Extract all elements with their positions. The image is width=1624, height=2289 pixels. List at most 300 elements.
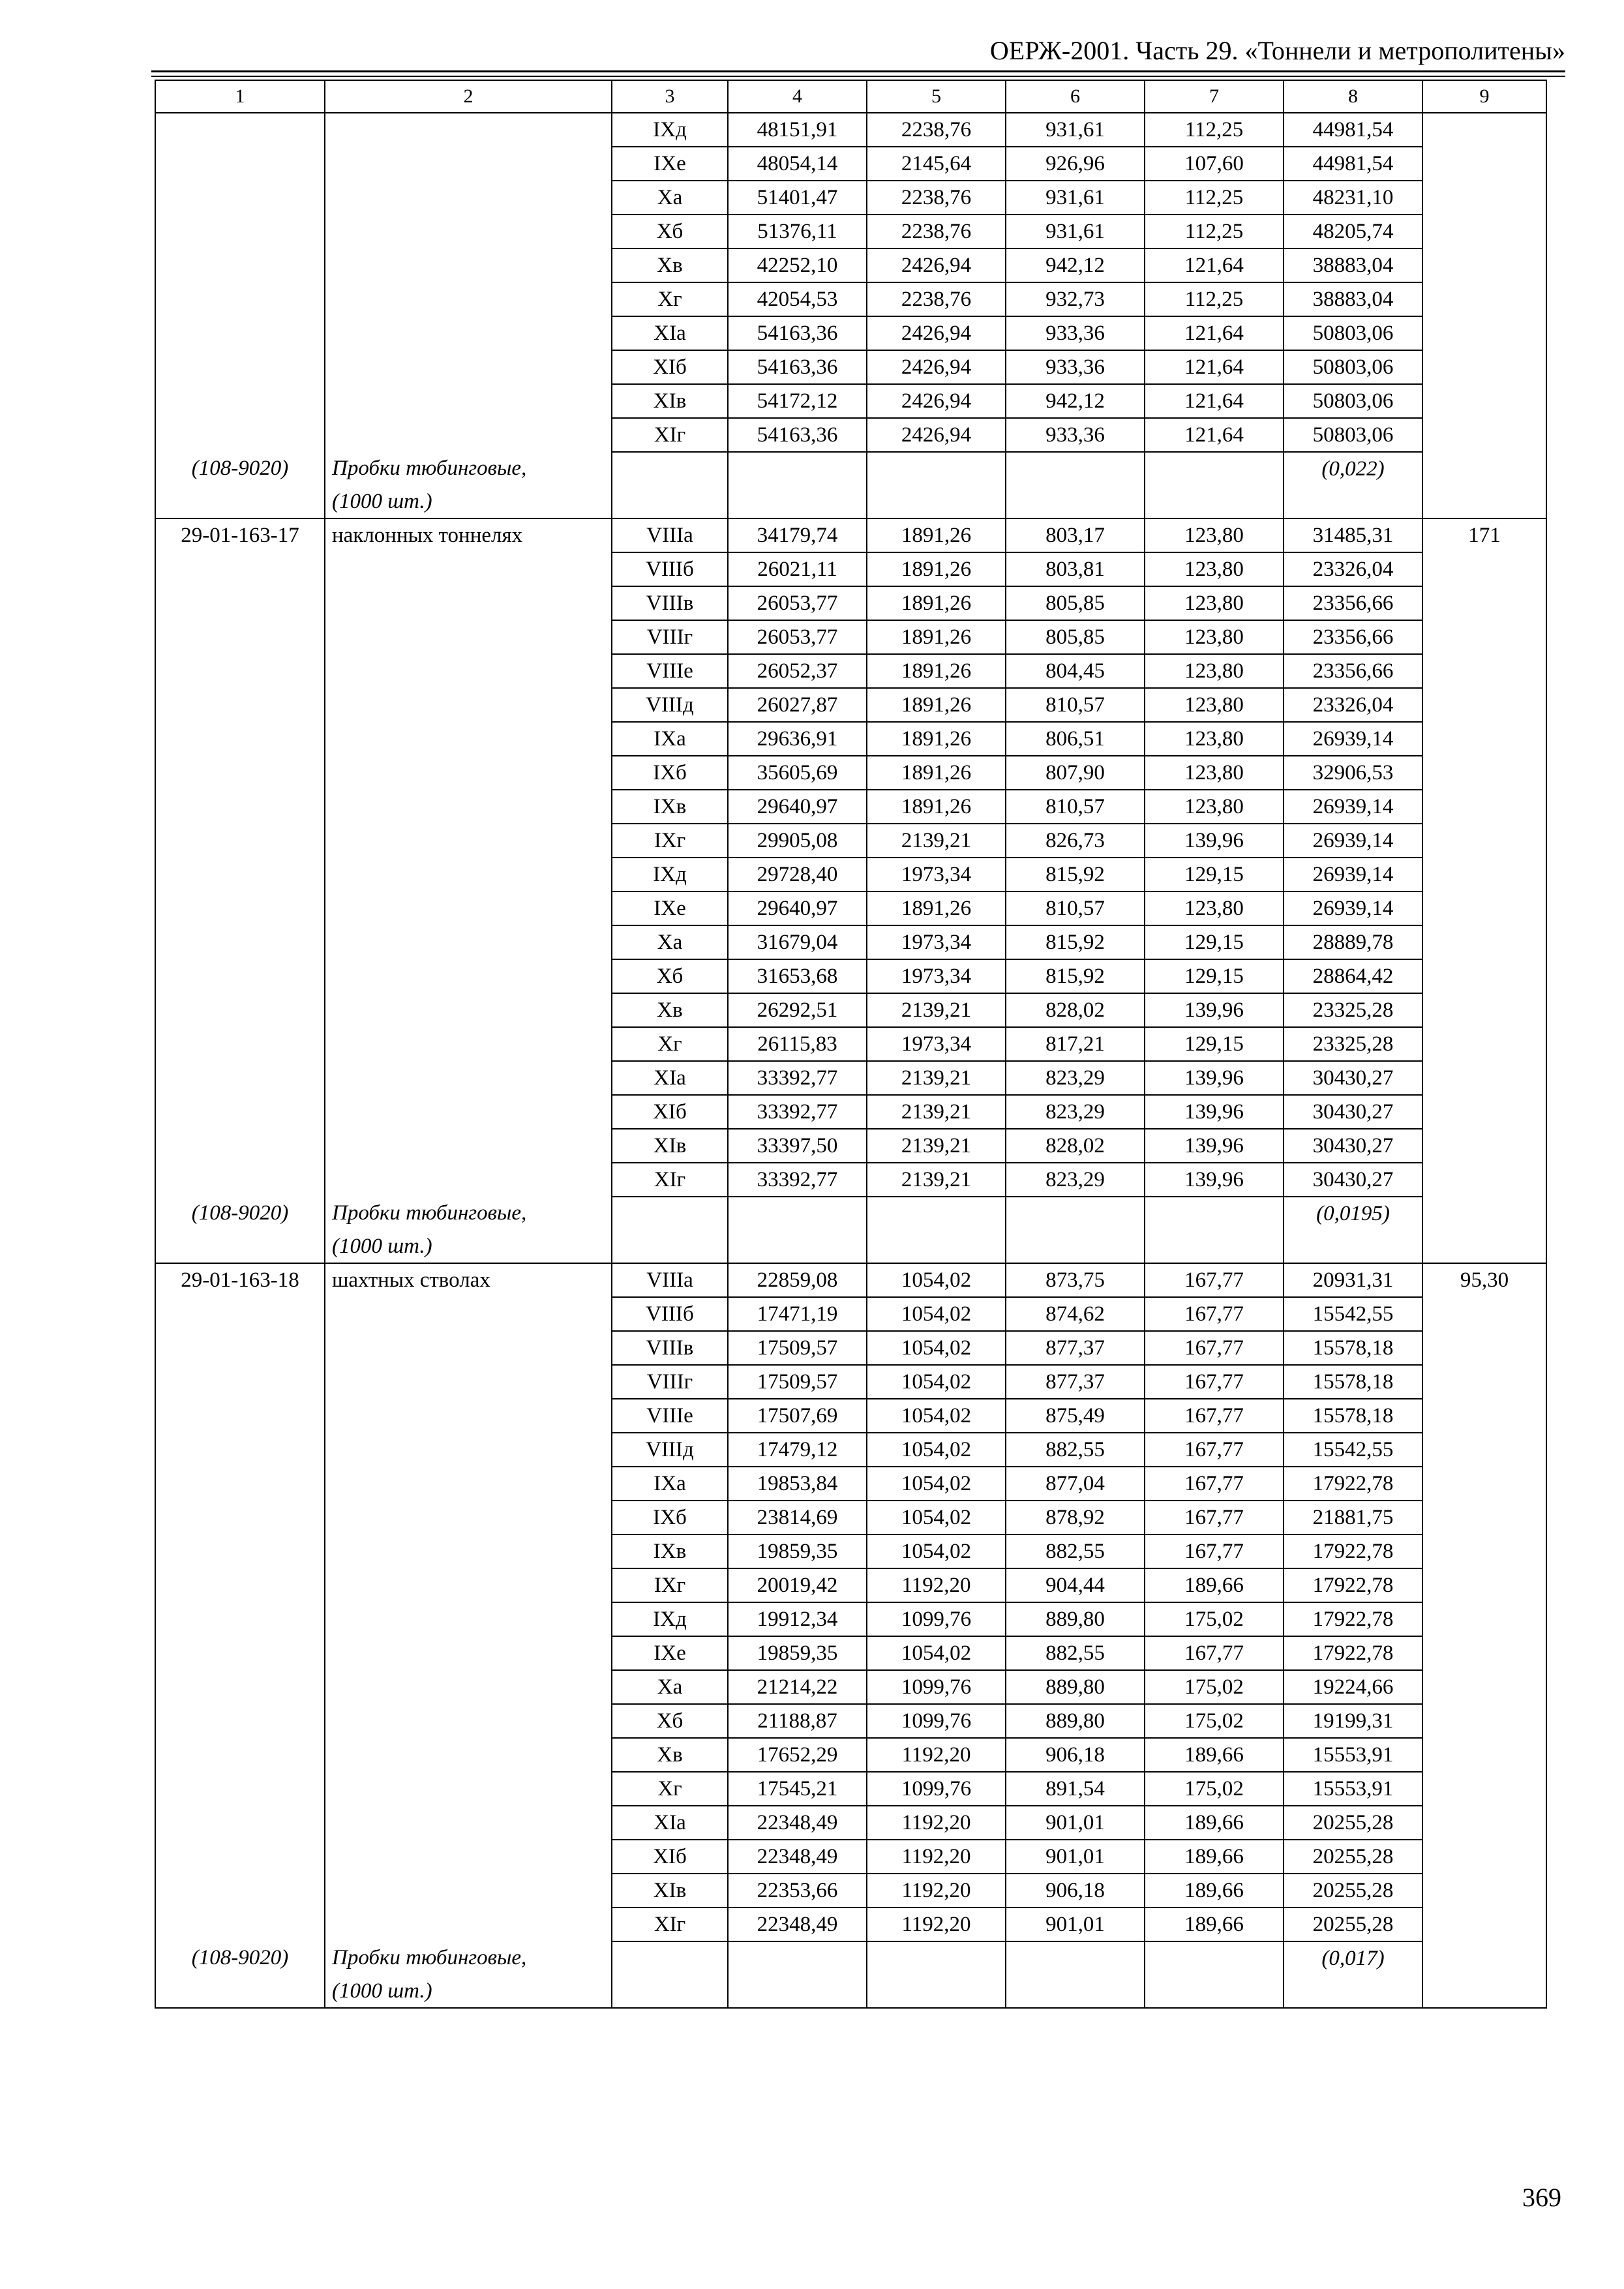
rate-value: 1891,26 (867, 790, 1006, 824)
empty-cell (155, 1840, 325, 1874)
rate-value: 20931,31 (1284, 1263, 1422, 1297)
ground-category: IXб (612, 756, 728, 790)
empty-cell (1422, 1433, 1546, 1467)
empty-cell (1422, 1027, 1546, 1061)
rate-value: 48054,14 (728, 147, 867, 181)
rate-value: 123,80 (1145, 756, 1284, 790)
rate-value: 805,85 (1006, 620, 1145, 654)
empty-cell (155, 215, 325, 248)
rate-value: 904,44 (1006, 1568, 1145, 1602)
empty-cell (1422, 113, 1546, 147)
rate-row (155, 1501, 1546, 1534)
empty-cell (1422, 1568, 1546, 1602)
empty-cell (325, 1636, 612, 1670)
empty-cell (325, 1670, 612, 1704)
rate-value: 20255,28 (1284, 1806, 1422, 1840)
rate-code: 29-01-163-17 (155, 518, 325, 552)
ground-category: VIIIд (612, 1433, 728, 1467)
ground-category: IXд (612, 858, 728, 891)
empty-cell (325, 1331, 612, 1365)
ground-category: XIв (612, 384, 728, 418)
rate-value: 38883,04 (1284, 248, 1422, 282)
rate-value: 112,25 (1145, 113, 1284, 147)
empty-cell (155, 282, 325, 316)
page-header-title: ОЕРЖ-2001. Часть 29. «Тоннели и метрополитены» (989, 36, 1565, 65)
column-number: 9 (1422, 80, 1546, 113)
empty-cell (155, 824, 325, 858)
empty-cell (325, 891, 612, 925)
empty-cell (325, 384, 612, 418)
rate-value: 2238,76 (867, 113, 1006, 147)
empty-cell (1422, 1975, 1546, 2008)
ground-category: IXб (612, 1501, 728, 1534)
empty-cell (1422, 1941, 1546, 1975)
rate-value: 1054,02 (867, 1365, 1006, 1399)
ground-category: XIг (612, 1908, 728, 1941)
rate-value: 23325,28 (1284, 993, 1422, 1027)
ground-category: Xв (612, 1738, 728, 1772)
rate-value: 807,90 (1006, 756, 1145, 790)
rate-value: 26115,83 (728, 1027, 867, 1061)
empty-cell (155, 1399, 325, 1433)
rate-value: 20019,42 (728, 1568, 867, 1602)
rate-row (155, 790, 1546, 824)
rate-value: 167,77 (1145, 1263, 1284, 1297)
rate-value: 810,57 (1006, 790, 1145, 824)
empty-cell (325, 790, 612, 824)
empty-cell (155, 384, 325, 418)
rate-value: 50803,06 (1284, 350, 1422, 384)
rate-value: 167,77 (1145, 1331, 1284, 1365)
empty-cell (155, 1602, 325, 1636)
ground-category: IXе (612, 891, 728, 925)
rate-value: 139,96 (1145, 1095, 1284, 1129)
empty-cell (155, 891, 325, 925)
rate-value: 26027,87 (728, 688, 867, 722)
empty-cell (325, 147, 612, 181)
rate-value: 1891,26 (867, 722, 1006, 756)
column-number: 2 (325, 80, 612, 113)
empty-cell (155, 147, 325, 181)
rate-value: 22353,66 (728, 1874, 867, 1908)
rate-row (155, 925, 1546, 959)
rate-value: 189,66 (1145, 1568, 1284, 1602)
rate-value: 42252,10 (728, 248, 867, 282)
empty-cell (325, 1704, 612, 1738)
rate-value: 121,64 (1145, 248, 1284, 282)
rate-value: 28864,42 (1284, 959, 1422, 993)
rate-value: 30430,27 (1284, 1095, 1422, 1129)
rate-value: 29905,08 (728, 824, 867, 858)
rate-row (155, 350, 1546, 384)
empty-cell (1422, 1095, 1546, 1129)
ground-category: IXа (612, 1467, 728, 1501)
rate-value: 926,96 (1006, 147, 1145, 181)
rate-value: 906,18 (1006, 1738, 1145, 1772)
ground-category: XIа (612, 1061, 728, 1095)
rate-value: 906,18 (1006, 1874, 1145, 1908)
rate-value: 112,25 (1145, 282, 1284, 316)
rate-value: 129,15 (1145, 925, 1284, 959)
ground-category: XIа (612, 1806, 728, 1840)
empty-cell (155, 1467, 325, 1501)
ground-category: XIв (612, 1129, 728, 1163)
ground-category: IXд (612, 113, 728, 147)
rate-value: 44981,54 (1284, 147, 1422, 181)
rate-value: 15542,55 (1284, 1297, 1422, 1331)
rate-value: 1192,20 (867, 1738, 1006, 1772)
rate-row (155, 316, 1546, 350)
empty-cell (1422, 1467, 1546, 1501)
rate-value: 167,77 (1145, 1399, 1284, 1433)
empty-cell (155, 1365, 325, 1399)
rate-value: 50803,06 (1284, 316, 1422, 350)
rate-row (155, 1806, 1546, 1840)
rate-value: 1054,02 (867, 1331, 1006, 1365)
rate-row (155, 722, 1546, 756)
resource-name: Пробки тюбинговые, (325, 1941, 612, 1975)
rate-value: 31679,04 (728, 925, 867, 959)
empty-cell (325, 1874, 612, 1908)
page-number: 369 (1522, 2183, 1561, 2212)
empty-cell (1145, 1230, 1284, 1263)
empty-cell (325, 1399, 612, 1433)
ground-category: IXд (612, 1602, 728, 1636)
rate-value: 189,66 (1145, 1738, 1284, 1772)
rate-value: 1973,34 (867, 925, 1006, 959)
rate-row (155, 891, 1546, 925)
rate-value: 26939,14 (1284, 858, 1422, 891)
column-9-value: 171 (1422, 518, 1546, 552)
empty-cell (1422, 316, 1546, 350)
rate-value: 878,92 (1006, 1501, 1145, 1534)
rate-row (155, 1704, 1546, 1738)
rate-value: 33397,50 (728, 1129, 867, 1163)
empty-cell (325, 1027, 612, 1061)
empty-cell (1422, 1197, 1546, 1230)
rate-row (155, 756, 1546, 790)
empty-cell (1422, 654, 1546, 688)
empty-cell (1422, 485, 1546, 518)
empty-cell (155, 1163, 325, 1197)
empty-cell (1422, 1908, 1546, 1941)
empty-cell (155, 1772, 325, 1806)
empty-cell (155, 1129, 325, 1163)
work-name: шахтных стволах (325, 1263, 612, 1297)
rate-value: 123,80 (1145, 654, 1284, 688)
empty-cell (325, 1163, 612, 1197)
rate-value: 1099,76 (867, 1602, 1006, 1636)
ground-category: IXв (612, 790, 728, 824)
ground-category: Xг (612, 282, 728, 316)
rate-value: 33392,77 (728, 1163, 867, 1197)
rate-row (155, 181, 1546, 215)
rate-value: 1891,26 (867, 654, 1006, 688)
empty-cell (155, 1297, 325, 1331)
empty-cell (325, 1908, 612, 1941)
rate-value: 1891,26 (867, 620, 1006, 654)
rate-value: 17507,69 (728, 1399, 867, 1433)
empty-cell (728, 1941, 867, 1975)
rate-value: 2139,21 (867, 1061, 1006, 1095)
rate-value: 804,45 (1006, 654, 1145, 688)
rate-value: 33392,77 (728, 1061, 867, 1095)
rate-value: 26939,14 (1284, 891, 1422, 925)
rate-value: 828,02 (1006, 993, 1145, 1027)
rate-value: 19224,66 (1284, 1670, 1422, 1704)
rate-value: 23325,28 (1284, 1027, 1422, 1061)
empty-cell (325, 1365, 612, 1399)
rate-value: 112,25 (1145, 215, 1284, 248)
rate-value: 23356,66 (1284, 586, 1422, 620)
rate-value: 121,64 (1145, 418, 1284, 452)
rate-value: 15578,18 (1284, 1399, 1422, 1433)
empty-cell (155, 959, 325, 993)
empty-cell (1422, 1874, 1546, 1908)
rate-row (155, 1908, 1546, 1941)
rate-value: 1054,02 (867, 1433, 1006, 1467)
rate-row (155, 1365, 1546, 1399)
rate-value: 20255,28 (1284, 1908, 1422, 1941)
rate-value: 54172,12 (728, 384, 867, 418)
rate-value: 1891,26 (867, 552, 1006, 586)
rate-value: 803,81 (1006, 552, 1145, 586)
resource-code: (108-9020) (155, 1941, 325, 1975)
rate-value: 17922,78 (1284, 1568, 1422, 1602)
rate-value: 815,92 (1006, 959, 1145, 993)
ground-category: VIIIв (612, 586, 728, 620)
rate-value: 17922,78 (1284, 1467, 1422, 1501)
rate-value: 1054,02 (867, 1501, 1006, 1534)
empty-cell (1422, 756, 1546, 790)
empty-cell (155, 1501, 325, 1534)
rate-value: 48231,10 (1284, 181, 1422, 215)
empty-cell (1422, 1840, 1546, 1874)
rate-value: 123,80 (1145, 620, 1284, 654)
rate-value: 17922,78 (1284, 1636, 1422, 1670)
rate-row (155, 215, 1546, 248)
empty-cell (1422, 891, 1546, 925)
rate-value: 823,29 (1006, 1163, 1145, 1197)
empty-cell (1422, 824, 1546, 858)
empty-cell (1422, 1501, 1546, 1534)
empty-cell (1422, 181, 1546, 215)
rate-value: 2139,21 (867, 1129, 1006, 1163)
empty-cell (1006, 1197, 1145, 1230)
rate-value: 123,80 (1145, 722, 1284, 756)
rate-value: 942,12 (1006, 248, 1145, 282)
rate-value: 19859,35 (728, 1636, 867, 1670)
rate-row (155, 1772, 1546, 1806)
empty-cell (1422, 959, 1546, 993)
rate-value: 167,77 (1145, 1365, 1284, 1399)
ground-category: VIIIг (612, 1365, 728, 1399)
empty-cell (155, 552, 325, 586)
rate-value: 2426,94 (867, 248, 1006, 282)
empty-cell (1422, 1331, 1546, 1365)
empty-cell (155, 1908, 325, 1941)
rates-table (155, 80, 1547, 2009)
ground-category: VIIIе (612, 654, 728, 688)
rate-value: 2426,94 (867, 350, 1006, 384)
empty-cell (325, 1840, 612, 1874)
rate-value: 19199,31 (1284, 1704, 1422, 1738)
empty-cell (325, 552, 612, 586)
rate-row (155, 1636, 1546, 1670)
rate-value: 167,77 (1145, 1433, 1284, 1467)
empty-cell (155, 654, 325, 688)
resource-name: Пробки тюбинговые, (325, 452, 612, 485)
ground-category: Xа (612, 1670, 728, 1704)
rate-value: 875,49 (1006, 1399, 1145, 1433)
column-number-row (155, 80, 1546, 113)
rate-value: 51401,47 (728, 181, 867, 215)
rate-value: 1192,20 (867, 1840, 1006, 1874)
ground-category: VIIIа (612, 518, 728, 552)
empty-cell (1422, 1534, 1546, 1568)
rate-value: 123,80 (1145, 891, 1284, 925)
rate-row (155, 959, 1546, 993)
rate-value: 1099,76 (867, 1670, 1006, 1704)
empty-cell (325, 620, 612, 654)
empty-cell (155, 1670, 325, 1704)
empty-cell (728, 485, 867, 518)
rate-value: 26939,14 (1284, 824, 1422, 858)
empty-cell (728, 1975, 867, 2008)
empty-cell (1422, 418, 1546, 452)
empty-cell (155, 418, 325, 452)
rate-value: 891,54 (1006, 1772, 1145, 1806)
rate-value: 123,80 (1145, 688, 1284, 722)
rate-value: 810,57 (1006, 891, 1145, 925)
rate-value: 1973,34 (867, 959, 1006, 993)
rate-value: 931,61 (1006, 181, 1145, 215)
empty-cell (1422, 993, 1546, 1027)
rate-row (155, 1467, 1546, 1501)
rate-value: 32906,53 (1284, 756, 1422, 790)
empty-cell (1006, 1230, 1145, 1263)
rate-row (155, 824, 1546, 858)
ground-category: Xб (612, 1704, 728, 1738)
empty-cell (728, 452, 867, 485)
rate-value: 17471,19 (728, 1297, 867, 1331)
rate-value: 26292,51 (728, 993, 867, 1027)
rate-value: 189,66 (1145, 1908, 1284, 1941)
resource-name: Пробки тюбинговые, (325, 1197, 612, 1230)
empty-cell (1145, 485, 1284, 518)
empty-cell (325, 858, 612, 891)
resource-code: (108-9020) (155, 1197, 325, 1230)
rate-row (155, 418, 1546, 452)
rate-row (155, 1433, 1546, 1467)
resource-name: (1000 шт.) (325, 1975, 612, 2008)
rate-value: 810,57 (1006, 688, 1145, 722)
rate-value: 1054,02 (867, 1636, 1006, 1670)
rate-value: 2145,64 (867, 147, 1006, 181)
rate-value: 882,55 (1006, 1636, 1145, 1670)
ground-category: IXе (612, 1636, 728, 1670)
column-number: 7 (1145, 80, 1284, 113)
empty-cell (325, 1129, 612, 1163)
rate-value: 901,01 (1006, 1806, 1145, 1840)
rate-value: 17652,29 (728, 1738, 867, 1772)
empty-cell (1006, 1975, 1145, 2008)
rate-value: 901,01 (1006, 1840, 1145, 1874)
rate-value: 139,96 (1145, 1163, 1284, 1197)
empty-cell (1422, 1704, 1546, 1738)
rate-value: 175,02 (1145, 1602, 1284, 1636)
empty-cell (1422, 1670, 1546, 1704)
empty-cell (612, 1197, 728, 1230)
rate-value: 901,01 (1006, 1908, 1145, 1941)
resource-row (155, 1230, 1546, 1263)
empty-cell (155, 925, 325, 959)
rate-row (155, 1602, 1546, 1636)
rate-value: 815,92 (1006, 858, 1145, 891)
empty-cell (155, 993, 325, 1027)
rate-value: 15553,91 (1284, 1738, 1422, 1772)
empty-cell (155, 586, 325, 620)
rate-value: 19912,34 (728, 1602, 867, 1636)
rate-value: 1973,34 (867, 858, 1006, 891)
rate-value: 1192,20 (867, 1908, 1006, 1941)
empty-cell (155, 181, 325, 215)
empty-cell (325, 282, 612, 316)
rate-value: 129,15 (1145, 858, 1284, 891)
empty-cell (155, 1331, 325, 1365)
empty-cell (1145, 1197, 1284, 1230)
empty-cell (325, 688, 612, 722)
ground-category: Xа (612, 925, 728, 959)
ground-category: IXе (612, 147, 728, 181)
rate-value: 167,77 (1145, 1467, 1284, 1501)
rate-row (155, 147, 1546, 181)
rate-value: 1192,20 (867, 1568, 1006, 1602)
rate-value: 28889,78 (1284, 925, 1422, 959)
rate-value: 48205,74 (1284, 215, 1422, 248)
ground-category: VIIIд (612, 688, 728, 722)
rate-value: 139,96 (1145, 993, 1284, 1027)
empty-cell (612, 485, 728, 518)
rate-value: 50803,06 (1284, 384, 1422, 418)
rate-row (155, 586, 1546, 620)
rate-value: 29640,97 (728, 891, 867, 925)
empty-cell (1422, 1602, 1546, 1636)
rate-value: 2426,94 (867, 384, 1006, 418)
empty-cell (612, 1975, 728, 2008)
empty-cell (1422, 147, 1546, 181)
rate-value: 1192,20 (867, 1806, 1006, 1840)
rate-value: 123,80 (1145, 790, 1284, 824)
resource-row (155, 1197, 1546, 1230)
rate-value: 175,02 (1145, 1670, 1284, 1704)
empty-cell (155, 1568, 325, 1602)
rate-row (155, 384, 1546, 418)
rate-row (155, 1534, 1546, 1568)
ground-category: XIа (612, 316, 728, 350)
empty-cell (1422, 858, 1546, 891)
empty-cell (325, 756, 612, 790)
rate-value: 1054,02 (867, 1263, 1006, 1297)
rate-value: 23326,04 (1284, 552, 1422, 586)
empty-cell (325, 1738, 612, 1772)
rate-value: 2139,21 (867, 1163, 1006, 1197)
empty-cell (1422, 1129, 1546, 1163)
rate-value: 21881,75 (1284, 1501, 1422, 1534)
rate-value: 942,12 (1006, 384, 1145, 418)
empty-cell (1422, 452, 1546, 485)
rate-value: 1192,20 (867, 1874, 1006, 1908)
